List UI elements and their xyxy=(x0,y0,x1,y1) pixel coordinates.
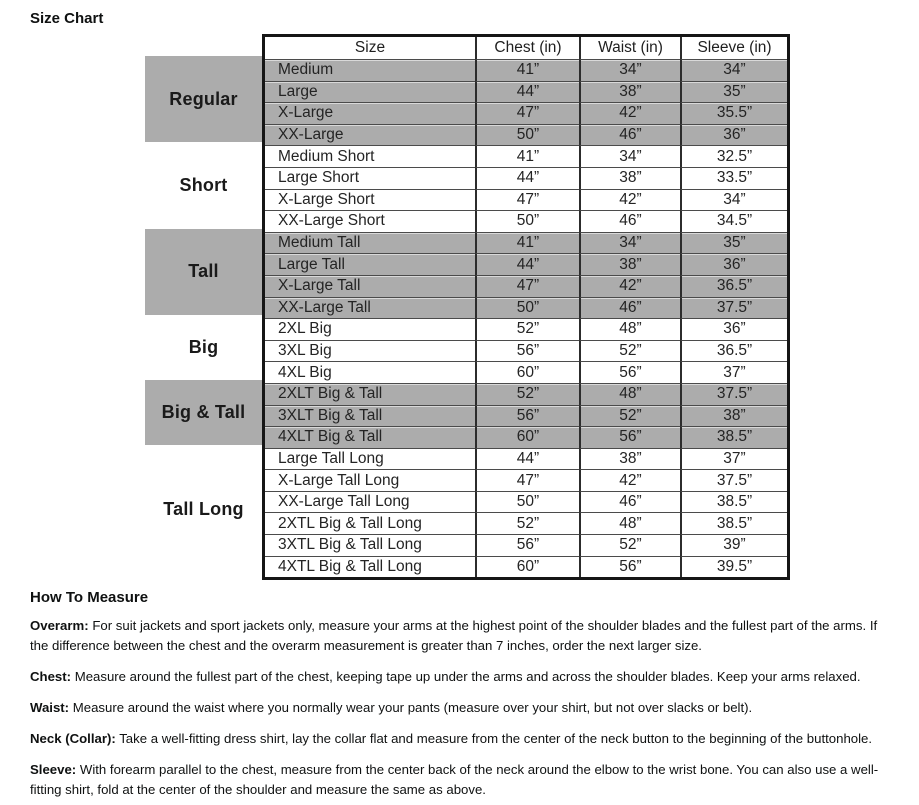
size-cell: 2XTL Big & Tall Long xyxy=(265,512,475,534)
sleeve-cell: 37” xyxy=(680,361,787,383)
measure-term: Sleeve: xyxy=(30,762,77,778)
measure-item-waist xyxy=(30,698,889,718)
waist-cell: 52” xyxy=(579,340,680,362)
size-cell: XX-Large xyxy=(265,124,475,146)
measure-item-chest xyxy=(30,667,889,687)
waist-cell: 52” xyxy=(579,534,680,556)
sleeve-cell: 36” xyxy=(680,318,787,340)
chest-cell: 56” xyxy=(475,405,579,427)
size-cell: 2XL Big xyxy=(265,318,475,340)
chest-cell: 41” xyxy=(475,59,579,81)
measure-text: With forearm parallel to the chest, measure from the center back of the neck around the elbow to the wrist bone. You can also use a well-fitting shirt, fold at the center of the shoulder and measure the same as above. xyxy=(30,762,879,798)
chest-cell: 50” xyxy=(475,124,579,146)
waist-cell: 56” xyxy=(579,361,680,383)
chest-cell: 52” xyxy=(475,512,579,534)
chest-cell: 44” xyxy=(475,167,579,189)
chest-cell: 52” xyxy=(475,318,579,340)
measure-text: Measure around the waist where you normally wear your pants (measure over your shirt, but not over slacks or belt). xyxy=(72,700,753,716)
size-cell: 3XL Big xyxy=(265,340,475,362)
chest-cell: 41” xyxy=(475,145,579,167)
waist-cell: 46” xyxy=(579,491,680,513)
size-cell: 3XLT Big & Tall xyxy=(265,405,475,427)
sleeve-cell: 34” xyxy=(680,189,787,211)
waist-cell: 48” xyxy=(579,383,680,405)
sleeve-cell: 33.5” xyxy=(680,167,787,189)
chest-cell: 60” xyxy=(475,426,579,448)
waist-cell: 38” xyxy=(579,167,680,189)
size-cell: XX-Large Tall Long xyxy=(265,491,475,513)
column-header-chest: Chest (in) xyxy=(475,37,579,59)
measure-term: Overarm: xyxy=(30,618,89,634)
chest-cell: 47” xyxy=(475,275,579,297)
size-cell: Large xyxy=(265,81,475,103)
chest-cell: 47” xyxy=(475,102,579,124)
size-chart xyxy=(145,34,889,580)
group-label-spacer xyxy=(145,34,262,56)
sleeve-cell: 37.5” xyxy=(680,469,787,491)
chest-cell: 60” xyxy=(475,556,579,578)
waist-cell: 46” xyxy=(579,297,680,319)
size-cell: XX-Large Tall xyxy=(265,297,475,319)
measure-term: Chest: xyxy=(30,669,72,685)
chest-cell: 44” xyxy=(475,448,579,470)
waist-cell: 48” xyxy=(579,318,680,340)
how-to-measure-title: How To Measure xyxy=(30,589,149,607)
size-cell: Large Short xyxy=(265,167,475,189)
page-title: Size Chart xyxy=(30,10,104,27)
how-to-measure-section xyxy=(30,589,889,800)
sleeve-cell: 37” xyxy=(680,448,787,470)
sleeve-cell: 36” xyxy=(680,253,787,275)
column-header-sleeve: Sleeve (in) xyxy=(680,37,787,59)
waist-cell: 56” xyxy=(579,556,680,578)
chest-cell: 47” xyxy=(475,189,579,211)
waist-cell: 38” xyxy=(579,448,680,470)
waist-cell: 56” xyxy=(579,426,680,448)
group-label: Regular xyxy=(145,56,262,142)
chest-cell: 60” xyxy=(475,361,579,383)
measure-text: Measure around the fullest part of the chest, keeping tape up under the arms and across the shoulder blades. Keep your arms relaxed. xyxy=(74,669,861,685)
size-cell: 4XL Big xyxy=(265,361,475,383)
sleeve-cell: 38” xyxy=(680,405,787,427)
waist-cell: 38” xyxy=(579,253,680,275)
size-cell: 2XLT Big & Tall xyxy=(265,383,475,405)
size-cell: 4XLT Big & Tall xyxy=(265,426,475,448)
group-label: Big & Tall xyxy=(145,380,262,445)
waist-cell: 52” xyxy=(579,405,680,427)
sleeve-cell: 35.5” xyxy=(680,102,787,124)
measure-item-neck xyxy=(30,729,889,749)
sleeve-cell: 38.5” xyxy=(680,512,787,534)
column-header-size: Size xyxy=(265,37,475,59)
group-labels xyxy=(145,34,262,574)
chest-cell: 44” xyxy=(475,81,579,103)
waist-cell: 46” xyxy=(579,124,680,146)
measure-term: Neck (Collar): xyxy=(30,731,116,747)
sleeve-cell: 39.5” xyxy=(680,556,787,578)
size-cell: Large Tall xyxy=(265,253,475,275)
measure-text: Take a well-fitting dress shirt, lay the collar flat and measure from the center of the neck button to the beginning of the buttonhole. xyxy=(119,731,873,747)
sleeve-cell: 39” xyxy=(680,534,787,556)
sleeve-cell: 34” xyxy=(680,59,787,81)
sleeve-cell: 38.5” xyxy=(680,426,787,448)
sleeve-cell: 35” xyxy=(680,232,787,254)
group-label: Tall Long xyxy=(163,499,244,520)
group-label: Tall xyxy=(145,229,262,315)
size-cell: XX-Large Short xyxy=(265,210,475,232)
group-label: Big xyxy=(188,337,219,358)
sleeve-cell: 37.5” xyxy=(680,297,787,319)
waist-cell: 42” xyxy=(579,275,680,297)
chest-cell: 41” xyxy=(475,232,579,254)
chest-cell: 50” xyxy=(475,491,579,513)
measure-term: Waist: xyxy=(30,700,70,716)
measure-item-overarm xyxy=(30,616,889,656)
chest-cell: 50” xyxy=(475,297,579,319)
sleeve-cell: 36.5” xyxy=(680,340,787,362)
size-cell: X-Large xyxy=(265,102,475,124)
waist-cell: 38” xyxy=(579,81,680,103)
sleeve-cell: 36” xyxy=(680,124,787,146)
waist-cell: 42” xyxy=(579,469,680,491)
waist-cell: 34” xyxy=(579,145,680,167)
sleeve-cell: 38.5” xyxy=(680,491,787,513)
sleeve-cell: 37.5” xyxy=(680,383,787,405)
waist-cell: 46” xyxy=(579,210,680,232)
chest-cell: 52” xyxy=(475,383,579,405)
size-cell: 4XTL Big & Tall Long xyxy=(265,556,475,578)
waist-cell: 42” xyxy=(579,102,680,124)
chest-cell: 44” xyxy=(475,253,579,275)
sleeve-cell: 35” xyxy=(680,81,787,103)
sleeve-cell: 32.5” xyxy=(680,145,787,167)
sleeve-cell: 36.5” xyxy=(680,275,787,297)
size-cell: X-Large Short xyxy=(265,189,475,211)
chest-cell: 47” xyxy=(475,469,579,491)
size-cell: X-Large Tall xyxy=(265,275,475,297)
chest-cell: 56” xyxy=(475,340,579,362)
size-cell: X-Large Tall Long xyxy=(265,469,475,491)
column-header-waist: Waist (in) xyxy=(579,37,680,59)
waist-cell: 48” xyxy=(579,512,680,534)
size-table xyxy=(262,34,790,580)
group-label: Short xyxy=(179,175,228,196)
chest-cell: 50” xyxy=(475,210,579,232)
waist-cell: 34” xyxy=(579,59,680,81)
waist-cell: 34” xyxy=(579,232,680,254)
measure-text: For suit jackets and sport jackets only, measure your arms at the highest point of the shoulder blades and the fullest part of the arms. If the difference between the chest and the overarm measurement is greater than 7 inches, order the next larger size. xyxy=(30,618,878,654)
size-cell: Large Tall Long xyxy=(265,448,475,470)
size-cell: 3XTL Big & Tall Long xyxy=(265,534,475,556)
measure-item-sleeve xyxy=(30,760,889,800)
size-cell: Medium Short xyxy=(265,145,475,167)
size-cell: Medium xyxy=(265,59,475,81)
waist-cell: 42” xyxy=(579,189,680,211)
chest-cell: 56” xyxy=(475,534,579,556)
sleeve-cell: 34.5” xyxy=(680,210,787,232)
size-cell: Medium Tall xyxy=(265,232,475,254)
